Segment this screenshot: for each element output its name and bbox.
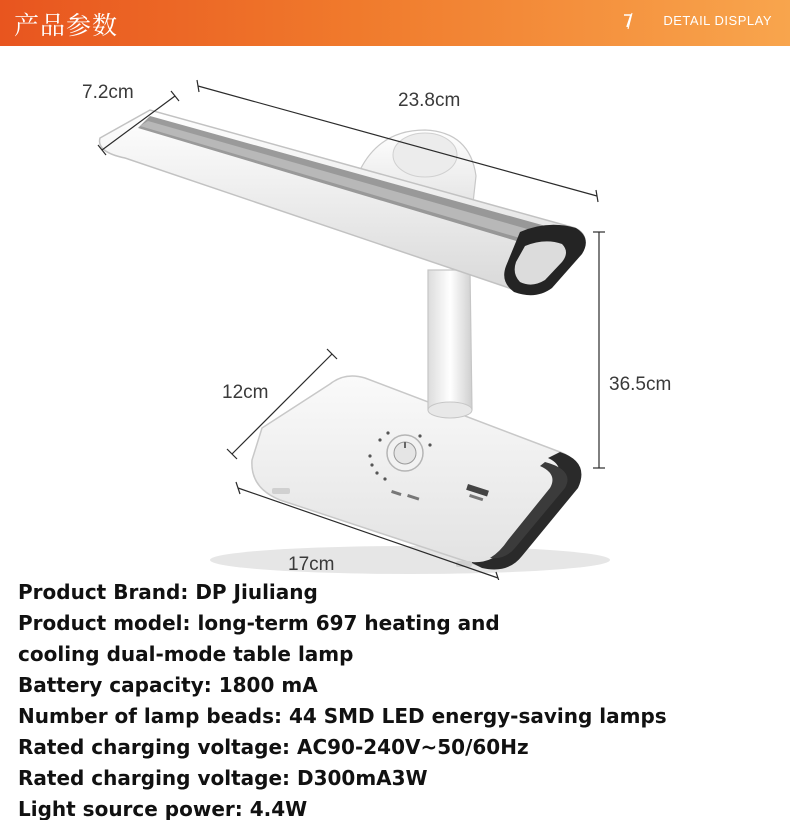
header-banner (0, 0, 790, 46)
spec-list (18, 577, 778, 820)
base-shadow (210, 546, 610, 574)
spec-model: Product model: long-term 697 heating and (18, 611, 500, 635)
spec-brand: Product Brand: DP Jiuliang (18, 580, 318, 604)
product-illustration (0, 46, 790, 580)
lamp-stem (428, 270, 472, 418)
lamp-base (252, 376, 582, 570)
spec-voltage-ac: Rated charging voltage: AC90-240V~50/60Hz (18, 735, 529, 759)
dim-height: 36.5cm (609, 374, 672, 395)
dim-head-length: 23.8cm (398, 90, 461, 111)
spec-power: Light source power: 4.4W (18, 797, 308, 820)
dim-base-width: 17cm (288, 554, 335, 575)
lamp-head (100, 110, 586, 295)
section-title: 产品参数 (14, 11, 119, 40)
spec-battery: Battery capacity: 1800 mA (18, 673, 318, 697)
spec-voltage-dc: Rated charging voltage: D300mA3W (18, 766, 428, 790)
dim-head-width: 7.2cm (82, 82, 134, 103)
detail-display-label: DETAIL DISPLAY (663, 13, 772, 28)
spec-beads: Number of lamp beads: 44 SMD LED energy-saving lamps (18, 704, 667, 728)
dim-base-depth: 12cm (222, 382, 269, 403)
lamp-drawing (0, 46, 790, 580)
arrow-icon (622, 11, 640, 31)
spec-model-cont: cooling dual-mode table lamp (18, 642, 354, 666)
